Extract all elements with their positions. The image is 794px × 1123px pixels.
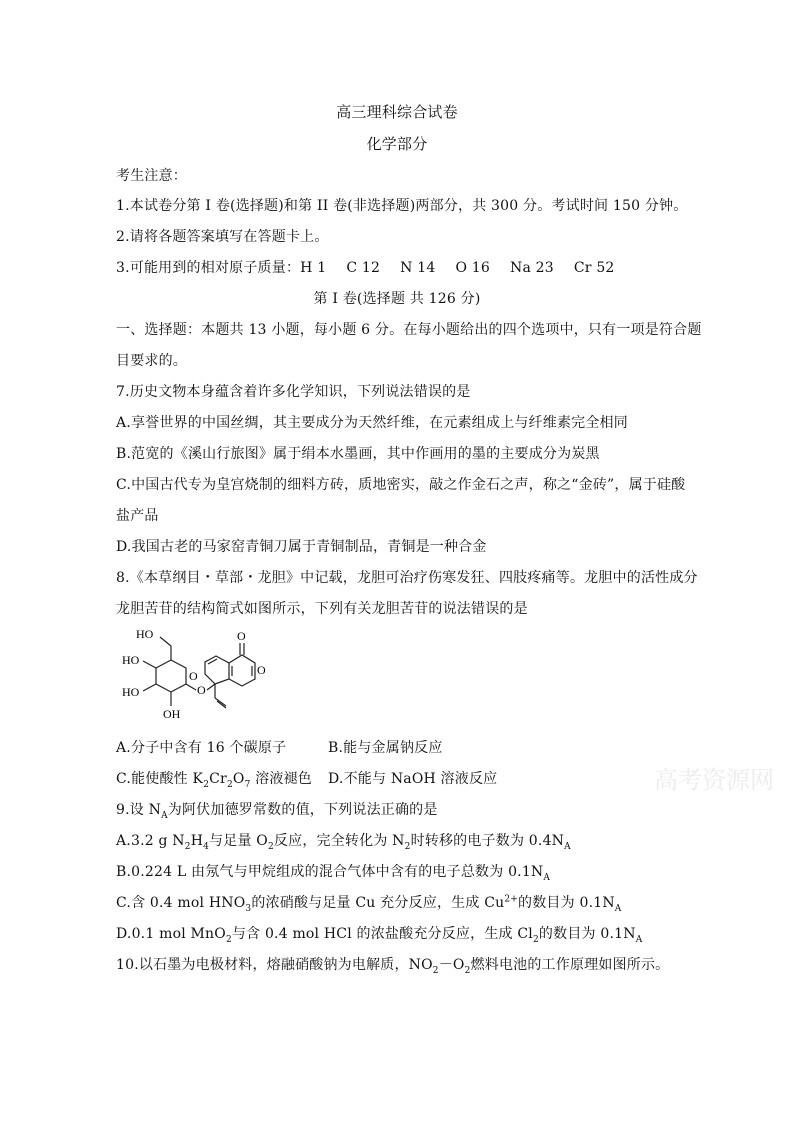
q8-options-row-2 <box>116 769 497 789</box>
q9-option-a: A.3.2 g $N_2H_4$与足量 $O_2$反应，完全转化为 $N_2$时转移的电子数为 $0.4N_A$ <box>116 833 571 852</box>
q7-stem: 7.历史文物本身蕴含着许多化学知识，下列说法错误的是 <box>116 384 471 400</box>
q9-stem: 9.设 $N_A$为阿伏加德罗常数的值，下列说法正确的是 <box>116 802 438 821</box>
notice-item-2: 2.请将各题答案填写在答题卡上。 <box>116 229 329 245</box>
label-o-link: O <box>197 683 206 697</box>
q7-option-b: B.范宽的《溪山行旅图》属于绢本水墨画，其中作画用的墨的主要成分为炭黑 <box>116 446 600 462</box>
notice-item-1: 1.本试卷分第 I 卷(选择题)和第 II 卷(非选择题)两部分，共 300 分。考试时间 150 分钟。 <box>116 198 688 214</box>
q9-option-b: B.0.224 L 由氖气与甲烷组成的混合气体中含有的电子总数为 $0.1N_A$ <box>116 864 551 883</box>
section-title: 第 I 卷(选择题 共 126 分) <box>313 291 481 307</box>
q8-option-a: A.分子中含有 16 个碳原子 <box>116 740 287 756</box>
notice-item-3 <box>116 258 615 278</box>
atomic-mass-o: O 16 <box>455 260 490 276</box>
q8-stem-line-2: 龙胆苦苷的结构简式如图所示，下列有关龙胆苦苷的说法错误的是 <box>116 601 528 617</box>
structure-bonds <box>143 637 255 708</box>
page-title: 高三理科综合试卷 <box>336 103 458 121</box>
q8-option-d: D.不能与 NaOH 溶液反应 <box>328 771 498 787</box>
section-intro-line-1: 一、选择题：本题共 13 小题，每小题 6 分。在每小题给出的四个选项中，只有一项是符合题 <box>116 322 702 338</box>
q8-stem-line-1: 8.《本草纲目・草部・龙胆》中记载，龙胆可治疗伤寒发狂、四肢疼痛等。龙胆中的活性成分 <box>116 570 698 586</box>
q8-option-c: C.能使酸性 $K_2Cr_2O_7$ 溶液褪色 <box>116 771 312 790</box>
atomic-mass-cr: Cr 52 <box>573 260 615 276</box>
q9-option-c: C.含 0.4 mol $HNO_3$的浓硝酸与足量 Cu 充分反应，生成 $Cu^{2+}$的数目为 $0.1N_A$ <box>116 894 622 914</box>
q8-options-row-1 <box>116 738 443 758</box>
gentiopicroside-structure <box>116 624 286 734</box>
atomic-mass-h: H 1 <box>300 260 327 276</box>
notice-heading: 考生注意： <box>116 168 187 184</box>
q7-option-c-line-1: C.中国古代专为皇宫烧制的细料方砖，质地密实，敲之作金石之声，称之“金砖”，属于硅酸 <box>116 477 686 493</box>
label-oh-bottom: OH <box>163 707 181 721</box>
label-o-carbonyl: O <box>237 629 246 643</box>
q10-stem: 10.以石墨为电极材料，熔融硝酸钠为电解质，$NO_2-O_2$燃料电池的工作原理如图所示。 <box>116 957 670 976</box>
page-subtitle: 化学部分 <box>366 135 428 153</box>
label-ho-low: HO <box>122 685 140 699</box>
atomic-mass-c: C 12 <box>346 260 381 276</box>
watermark: 高考资源网 <box>654 766 774 794</box>
label-ho-mid: HO <box>122 653 140 667</box>
q9-option-d: D.0.1 mol MnO$_2$与含 0.4 mol HCl 的浓盐酸充分反应，生成 $Cl_2$的数目为 $0.1N_A$ <box>116 926 643 945</box>
q7-option-d: D.我国古老的马家窑青铜刀属于青铜制品，青铜是一种合金 <box>116 539 487 555</box>
q7-option-a: A.享誉世界的中国丝绸，其主要成分为天然纤维，在元素组成上与纤维素完全相同 <box>116 415 628 431</box>
section-intro-line-2: 目要求的。 <box>116 353 187 369</box>
q7-option-c-line-2: 盐产品 <box>116 508 159 524</box>
q8-option-b: B.能与金属钠反应 <box>328 740 443 756</box>
label-o-ring2: O <box>257 663 266 677</box>
label-ho-top: HO <box>136 627 154 641</box>
label-o-ring1: O <box>189 669 198 683</box>
atomic-mass-n: N 14 <box>400 260 436 276</box>
atomic-mass-na: Na 23 <box>510 260 554 276</box>
atomic-mass-prefix: 3.可能用到的相对原子质量： <box>116 260 301 276</box>
